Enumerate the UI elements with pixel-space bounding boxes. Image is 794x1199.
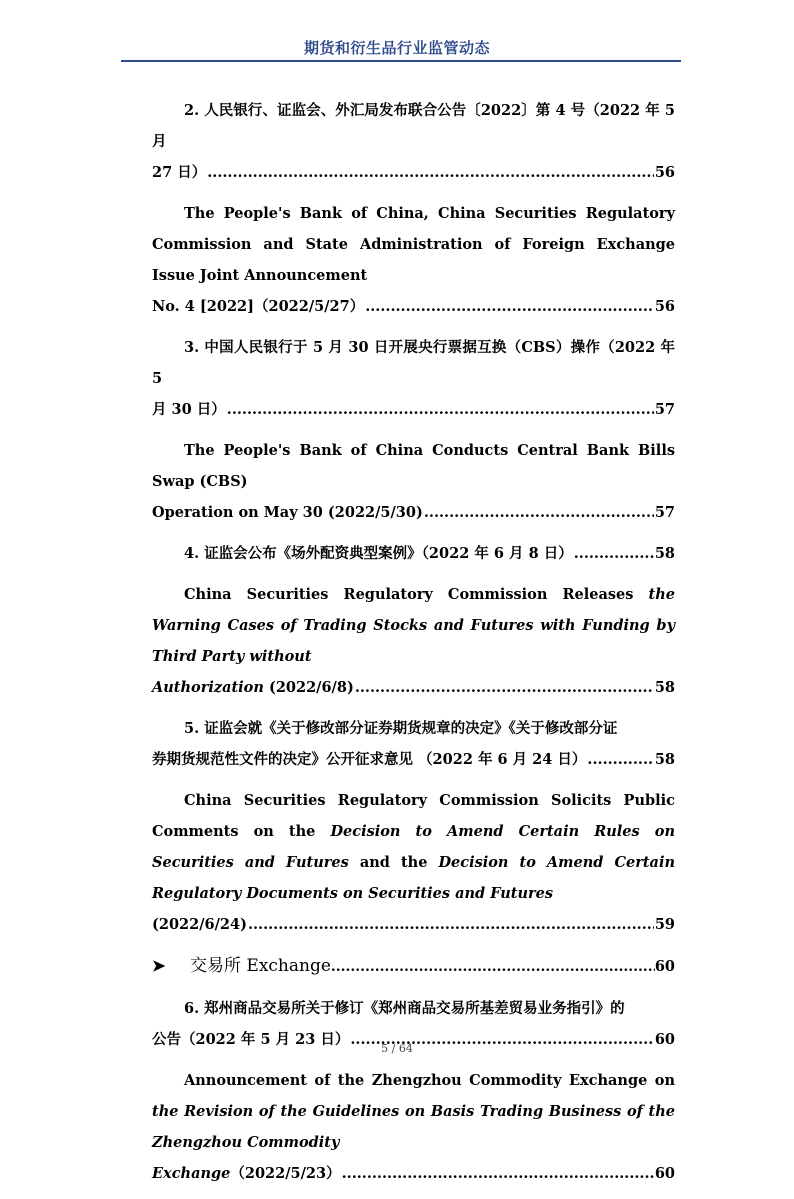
toc-entry-5-en[interactable] (152, 785, 675, 940)
toc-entry-text-italic: the Warning Cases of Trading Stocks and Futures with Funding by Third Party without (152, 586, 675, 665)
page-header-title: 期货和衍生品行业监管动态 (303, 39, 490, 57)
toc-page-number: 57 (654, 504, 675, 521)
toc-entry-4-zh[interactable] (152, 538, 675, 569)
toc-entry-line (152, 672, 675, 703)
toc-entry-line (152, 1158, 675, 1189)
toc-entry-text-italic: Authorization (152, 679, 264, 696)
toc-entry-text-plain: China Securities Regulatory Commission Releases (184, 586, 649, 603)
toc-entry-text-end: 券期货规范性文件的决定》公开征求意见 （2022 年 6 月 24 日） (152, 751, 587, 768)
toc-entry-text (152, 579, 675, 672)
toc-page-number: 56 (654, 298, 675, 315)
toc-entry-line (152, 157, 675, 188)
toc-entry-2-zh[interactable] (152, 95, 675, 188)
toc-entry-line (152, 497, 675, 528)
toc-entry-text: The People's Bank of China Conducts Central Bank Bills Swap (CBS) (152, 442, 675, 490)
toc-entry-text-italic: Decision to Amend Certain Regulatory Documents on Securities and Futures (152, 854, 675, 902)
toc-entry-text-plain: and the (348, 854, 439, 871)
toc-page-number: 56 (654, 164, 675, 181)
toc-page-number: 58 (654, 545, 675, 562)
toc-entry-2-en[interactable] (152, 198, 675, 322)
toc-entry-text-plain: (2022/6/8) (263, 679, 354, 696)
toc-entry-line (152, 909, 675, 940)
toc-entry-text-italic: the Revision of the Guidelines on Basis Trading Business of the Zhengzhou Commodity (152, 1103, 675, 1151)
toc-page-number: 60 (654, 1031, 675, 1048)
toc-section-exchange[interactable] (152, 950, 675, 983)
toc-page-number: 59 (654, 916, 675, 933)
toc-entry-text-end: 4. 证监会公布《场外配资典型案例》（2022 年 6 月 8 日） (184, 545, 573, 562)
toc-entry-line (152, 744, 675, 775)
toc-entry-text-end: No. 4 [2022]（2022/5/27） (152, 298, 365, 315)
dot-leader (365, 291, 654, 322)
toc-entry-text: 6. 郑州商品交易所关于修订《郑州商品交易所基差贸易业务指引》的 (184, 1000, 625, 1017)
dot-leader (424, 497, 654, 528)
dot-leader (355, 672, 654, 703)
toc-entry-3-zh[interactable] (152, 332, 675, 425)
toc-entry-text: 5. 证监会就《关于修改部分证券期货规章的决定》《关于修改部分证 (184, 720, 618, 737)
toc-entry-text: 2. 人民银行、证监会、外汇局发布联合公告〔2022〕第 4 号（2022 年 5 月 (152, 102, 675, 150)
toc-page-number: 58 (654, 751, 675, 768)
toc-entry-text (152, 1065, 675, 1158)
toc-entry-text-plain: （2022/5/23） (230, 1165, 341, 1182)
toc-entry-text-end: (2022/6/24) (152, 916, 247, 933)
toc-page-number: 58 (654, 679, 675, 696)
dot-leader (574, 538, 654, 569)
toc-entry-text-end: 月 30 日） (152, 401, 226, 418)
page-indicator: 5 / 64 (381, 1042, 413, 1055)
toc-entry-text-italic: Exchange (152, 1165, 231, 1182)
section-title: 交易所 Exchange (190, 956, 331, 976)
dot-leader (248, 909, 654, 940)
toc-entry-text-plain: China Securities Regulatory Commission Solicits Public Comments on the (152, 792, 675, 840)
toc-entry-line (152, 394, 675, 425)
toc-entry-text: The People's Bank of China, China Securities Regulatory Commission and State Administration of Foreign Exchange Issue Joint Announcement (152, 205, 675, 284)
toc-entry-6-en[interactable] (152, 1065, 675, 1189)
toc-entry-5-zh[interactable] (152, 713, 675, 775)
dot-leader (342, 1158, 654, 1189)
toc-page-number: 57 (654, 401, 675, 418)
toc-page-number: 60 (654, 958, 675, 975)
header-divider (121, 60, 681, 62)
toc-entry-text-end: Operation on May 30 (2022/5/30) (152, 504, 423, 521)
toc-entry-text-end (152, 1158, 341, 1189)
dot-leader (587, 744, 653, 775)
toc-entry-4-en[interactable] (152, 579, 675, 703)
toc-entry-text-end (152, 672, 354, 703)
toc-entry-line (152, 538, 675, 569)
table-of-contents (152, 95, 675, 1199)
dot-leader (207, 157, 654, 188)
toc-entry-text-plain: Announcement of the Zhengzhou Commodity Exchange on (184, 1072, 675, 1089)
toc-entry-text: 3. 中国人民银行于 5 月 30 日开展央行票据互换（CBS）操作（2022 年 5 (152, 339, 675, 387)
toc-entry-line (152, 291, 675, 322)
toc-entry-text (152, 785, 675, 909)
toc-entry-3-en[interactable] (152, 435, 675, 528)
toc-page-number: 60 (654, 1165, 675, 1182)
toc-entry-text-end: 公告（2022 年 5 月 23 日） (152, 1031, 350, 1048)
dot-leader (227, 394, 654, 425)
dot-leader (331, 951, 655, 983)
arrowhead-bullet-icon: ➤ (152, 956, 166, 975)
toc-entry-text-italic: Decision to Amend Certain Rules on Securities and Futures (152, 823, 675, 871)
toc-entry-text-end: 27 日） (152, 164, 207, 181)
